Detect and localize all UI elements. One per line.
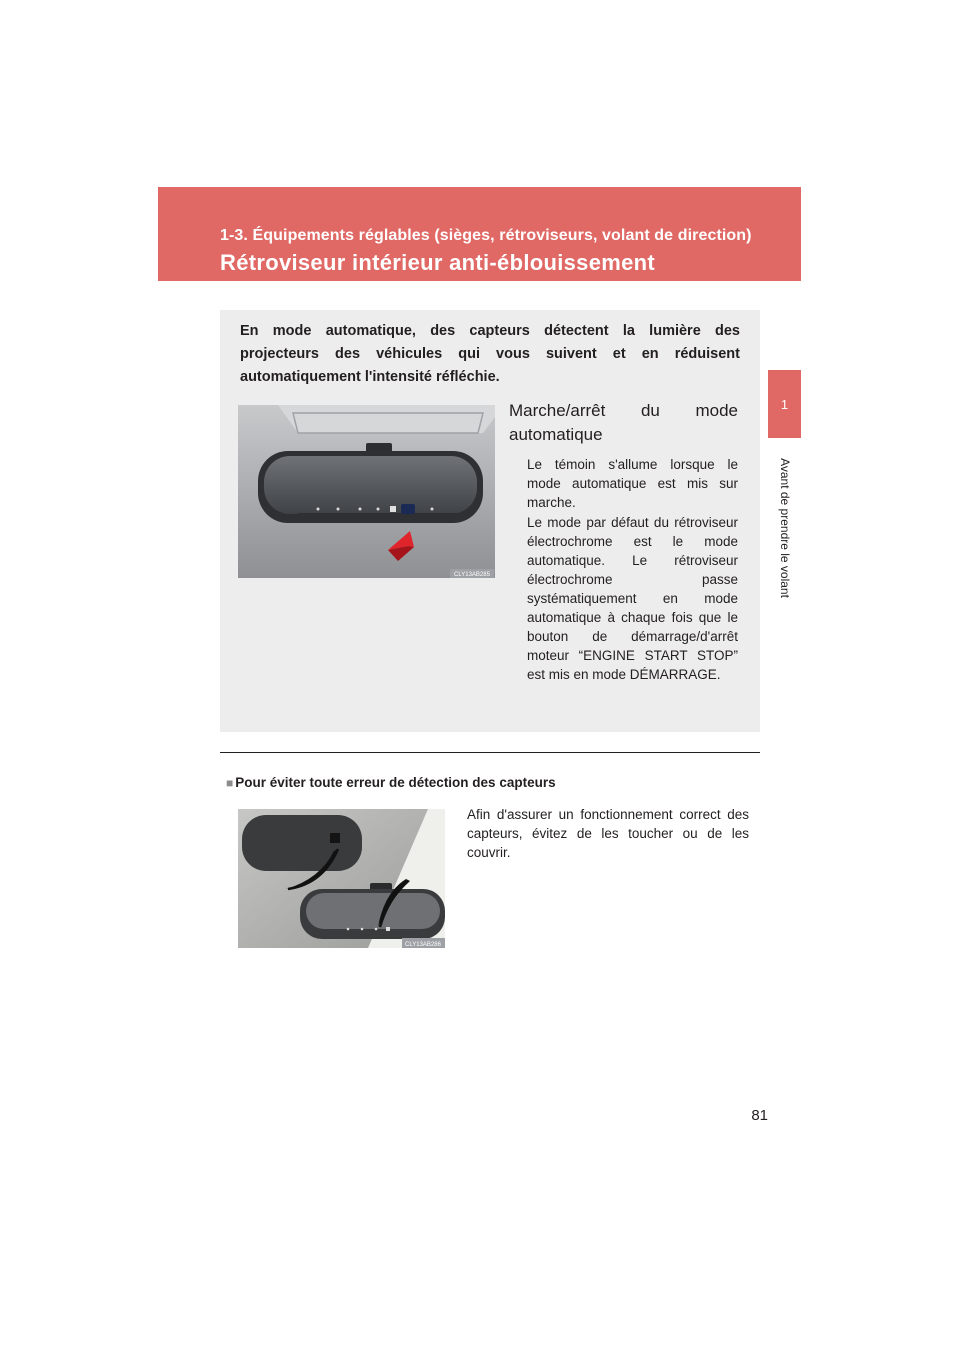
info-box bbox=[220, 310, 760, 732]
chapter-number: 1 bbox=[780, 396, 789, 412]
page-number: 81 bbox=[751, 1107, 768, 1124]
mode-title: Marche/arrêt du mode automatique bbox=[509, 401, 738, 444]
sensor-photo-image bbox=[238, 809, 445, 948]
intro-text: En mode automatique, des capteurs détectent la lumière des projecteurs des véhicules qui vous suivent et en réduisent automatiquement l'intensité réfléchie. bbox=[240, 323, 740, 385]
mirror-photo-image bbox=[238, 405, 495, 578]
chapter-label-text: Avant de prendre le volant bbox=[778, 457, 792, 598]
sensor-photo bbox=[238, 809, 445, 948]
section-label: 1-3. Équipements réglables (sièges, rétroviseurs, volant de direction) bbox=[220, 227, 752, 244]
mirror-photo bbox=[238, 405, 495, 578]
note-text: Afin d'assurer un fonctionnement correct des capteurs, évitez de les toucher ou de les couvrir. bbox=[467, 807, 749, 860]
figure1-code: CLY13AB285 bbox=[454, 572, 490, 578]
note-heading-text: Pour éviter toute erreur de détection des capteurs bbox=[235, 775, 556, 790]
mode-paragraph-1: Le témoin s'allume lorsque le mode automatique est mis sur marche. bbox=[527, 457, 738, 510]
note-heading bbox=[226, 775, 556, 790]
figure2-code: CLY13AB286 bbox=[405, 942, 441, 948]
chapter-label bbox=[770, 440, 800, 615]
section-header bbox=[158, 187, 801, 281]
chapter-tab bbox=[768, 370, 801, 438]
mode-paragraph-2: Le mode par défaut du rétroviseur électrochrome est le mode automatique. Le rétroviseur électrochrome passe systématiquement en mode automatique à chaque fois que le bouton de démarrage/d'arrêt moteur “ENGINE START STOP” est mis en mode DÉMARRAGE. bbox=[527, 515, 738, 682]
note-marker: ■ bbox=[226, 776, 234, 790]
divider bbox=[220, 752, 760, 753]
page-title: Rétroviseur intérieur anti-éblouissement bbox=[220, 250, 655, 275]
